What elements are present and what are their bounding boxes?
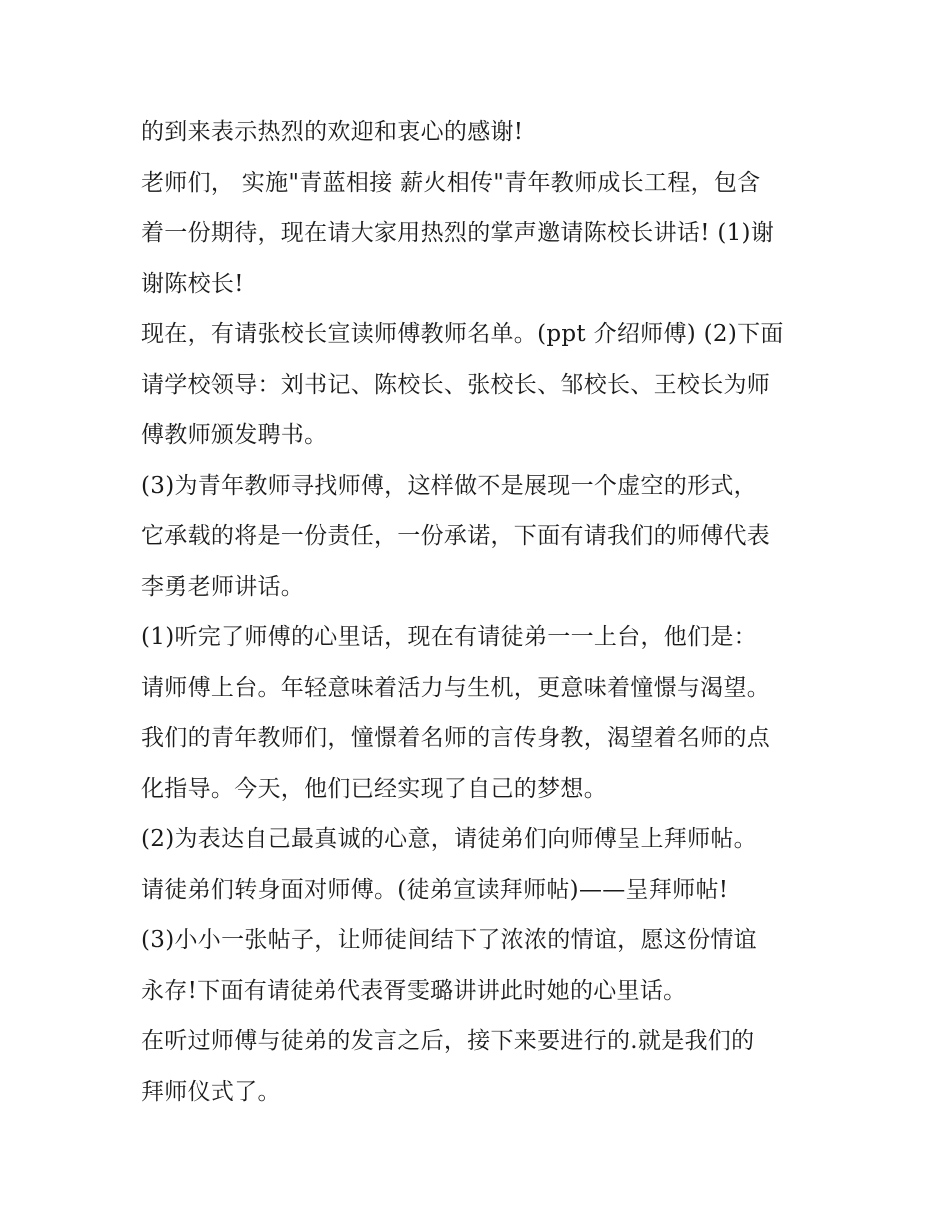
text-line: 谢陈校长! <box>141 270 244 297</box>
text-line: 傅教师颁发聘书。 <box>141 422 328 448</box>
text-line: (2)为表达自己最真诚的心意，请徒弟们向师傅呈上拜师帖。 <box>141 826 757 852</box>
text-line: 化指导。今天，他们已经实现了自己的梦想。 <box>141 775 607 802</box>
text-line: 我们的青年教师们，憧憬着名师的言传身教，渴望着名师的点 <box>141 725 771 751</box>
text-line: 请学校领导：刘书记、陈校长、张校长、邹校长、王校长为师 <box>141 371 771 398</box>
text-line: 永存!下面有请徒弟代表胥雯璐讲讲此时她的心里话。 <box>141 977 687 1004</box>
text-line: 在听过师傅与徒弟的发言之后，接下来要进行的.就是我们的 <box>141 1028 755 1054</box>
body-text <box>141 107 821 1117</box>
text-line: 着一份期待，现在请大家用热烈的掌声邀请陈校长讲话! (1)谢 <box>141 220 775 246</box>
text-line: 请徒弟们转身面对师傅。(徒弟宣读拜师帖)——呈拜师帖! <box>141 876 729 903</box>
text-line: (1)听完了师傅的心里话，现在有请徒弟一一上台，他们是： <box>141 624 757 650</box>
text-line: (3)为青年教师寻找师傅，这样做不是展现一个虚空的形式， <box>141 472 757 499</box>
text-line: 老师们， 实施"青蓝相接 薪火相传"青年教师成长工程，包含 <box>141 169 761 196</box>
text-line: 请师傅上台。年轻意味着活力与生机，更意味着憧憬与渴望。 <box>141 674 771 701</box>
text-line: 它承载的将是一份责任，一份承诺，下面有请我们的师傅代表 <box>141 523 771 549</box>
text-line: 的到来表示热烈的欢迎和衷心的感谢! <box>141 119 524 145</box>
text-line: 现在，有请张校长宣读师傅教师名单。(ppt 介绍师傅) (2)下面 <box>141 321 784 347</box>
text-line: 拜师仪式了。 <box>141 1078 281 1105</box>
text-line: (3)小小一张帖子，让师徒间结下了浓浓的情谊，愿这份情谊 <box>141 927 757 953</box>
text-line: 李勇老师讲话。 <box>141 573 305 600</box>
